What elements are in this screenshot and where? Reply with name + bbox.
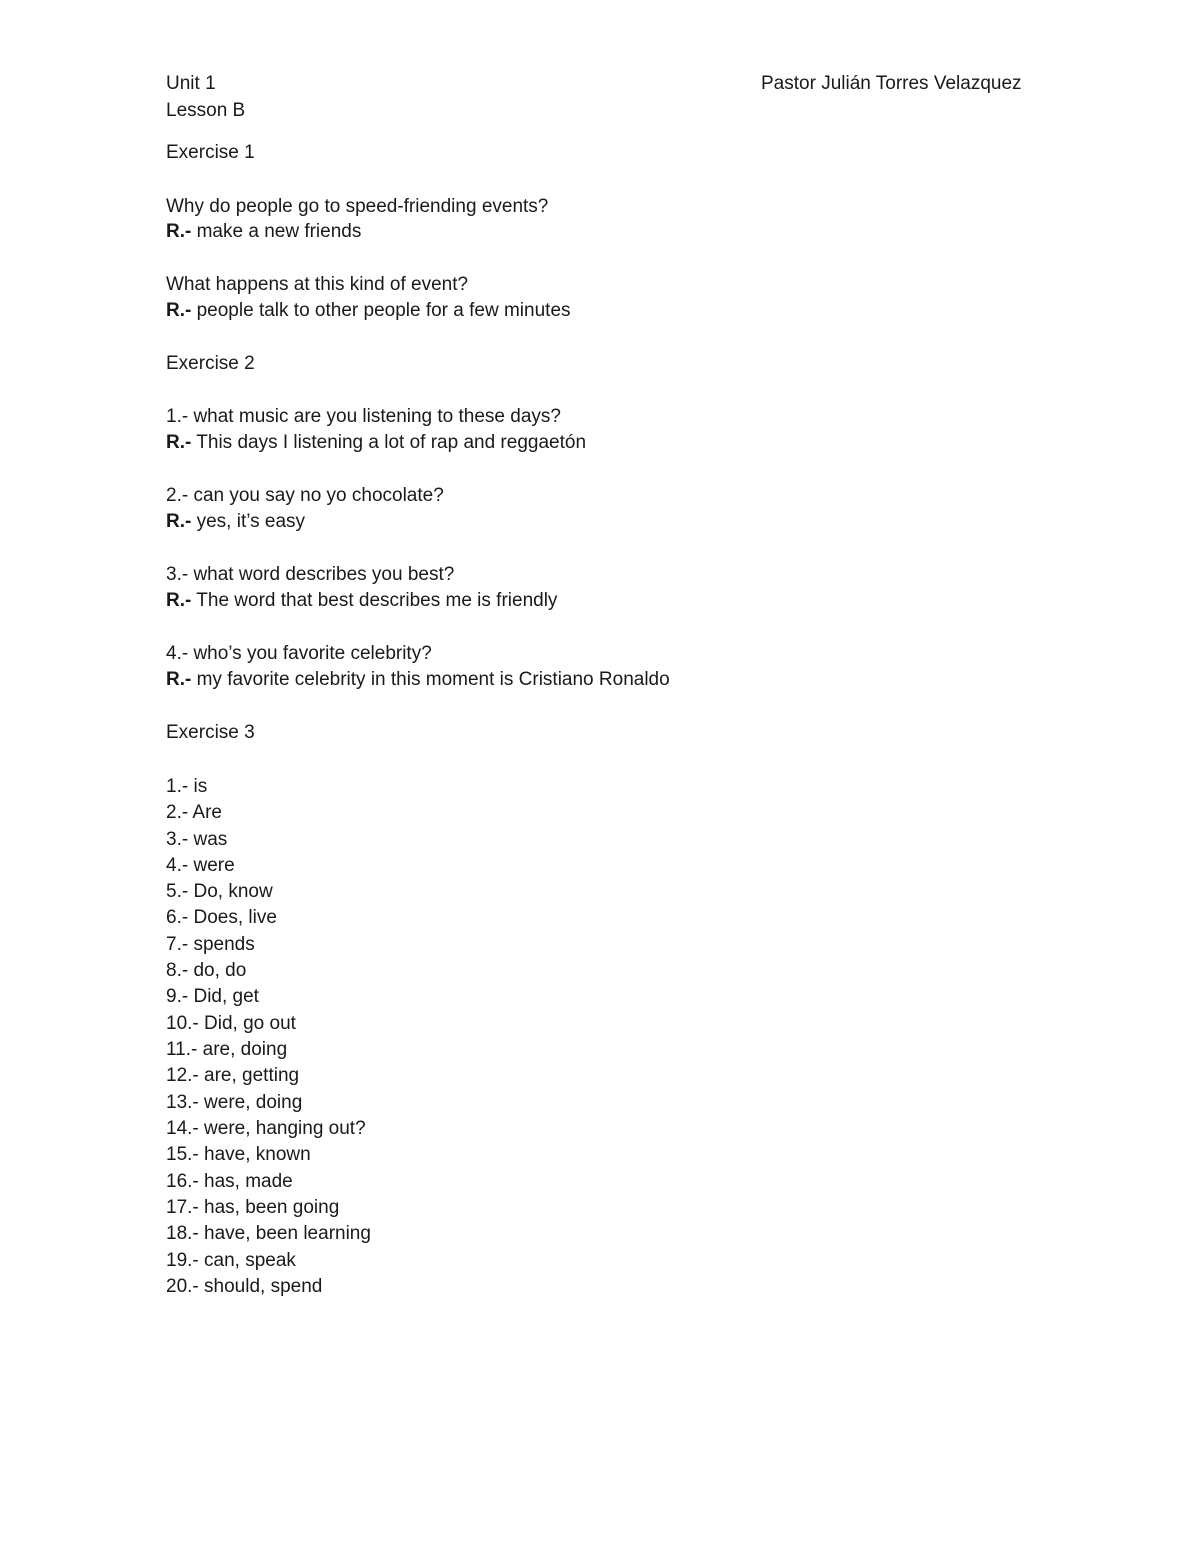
- exercise-1-answer: [166, 299, 571, 323]
- exercise-2-title: Exercise 2: [166, 353, 255, 374]
- item-text: Did, go out: [204, 1013, 296, 1034]
- item-text: are, getting: [204, 1065, 300, 1086]
- answer-text: yes, it’s easy: [196, 511, 306, 532]
- list-item: [166, 906, 277, 930]
- item-number: 13.-: [166, 1092, 199, 1113]
- item-text: is: [193, 776, 208, 797]
- answer-text: The word that best describes me is friendly: [196, 590, 558, 611]
- item-text: were: [193, 855, 235, 876]
- list-item: [166, 1117, 366, 1141]
- item-text: has, been going: [204, 1197, 340, 1218]
- item-text: Do, know: [193, 881, 273, 902]
- item-number: 2.-: [166, 802, 189, 823]
- exercise-2-question: 4.- who’s you favorite celebrity?: [166, 643, 432, 664]
- item-number: 10.-: [166, 1013, 199, 1034]
- item-number: 14.-: [166, 1118, 199, 1139]
- answer-prefix: R.-: [166, 590, 192, 611]
- list-item: [166, 801, 222, 825]
- exercise-1-title: Exercise 1: [166, 142, 255, 163]
- item-number: 11.-: [166, 1039, 198, 1060]
- item-number: 20.-: [166, 1276, 199, 1297]
- answer-text: my favorite celebrity in this moment is Cristiano Ronaldo: [196, 669, 670, 690]
- exercise-2-answer: [166, 668, 670, 692]
- exercise-1-answer: [166, 220, 361, 244]
- list-item: [166, 1222, 371, 1246]
- answer-text: make a new friends: [196, 221, 362, 242]
- exercise-2-question: 3.- what word describes you best?: [166, 564, 455, 585]
- answer-prefix: R.-: [166, 432, 192, 453]
- item-text: Does, live: [193, 907, 277, 928]
- author-name: Pastor Julián Torres Velazquez: [761, 73, 1022, 94]
- item-text: have, known: [204, 1144, 311, 1165]
- item-number: 4.-: [166, 855, 189, 876]
- exercise-2-answer: [166, 510, 305, 534]
- exercise-1-question: Why do people go to speed-friending events?: [166, 196, 549, 217]
- list-item: [166, 880, 273, 904]
- list-item: [166, 1064, 299, 1088]
- item-text: Did, get: [193, 986, 259, 1007]
- item-number: 8.-: [166, 960, 189, 981]
- item-text: spends: [193, 934, 255, 955]
- list-item: [166, 1091, 302, 1115]
- item-number: 9.-: [166, 986, 189, 1007]
- exercise-3-title: Exercise 3: [166, 722, 255, 743]
- answer-prefix: R.-: [166, 511, 192, 532]
- lesson-label: Lesson B: [166, 100, 246, 121]
- answer-text: This days I listening a lot of rap and reggaetón: [196, 432, 587, 453]
- item-number: 3.-: [166, 829, 189, 850]
- item-text: were, doing: [204, 1092, 303, 1113]
- list-item: [166, 828, 227, 852]
- item-number: 15.-: [166, 1144, 199, 1165]
- item-number: 1.-: [166, 776, 189, 797]
- answer-prefix: R.-: [166, 300, 192, 321]
- item-text: Are: [192, 802, 222, 823]
- list-item: [166, 1143, 311, 1167]
- exercise-2-answer: [166, 589, 557, 613]
- item-text: were, hanging out?: [204, 1118, 366, 1139]
- item-text: have, been learning: [204, 1223, 371, 1244]
- list-item: [166, 1196, 339, 1220]
- list-item: [166, 1170, 293, 1194]
- item-text: has, made: [204, 1171, 293, 1192]
- list-item: [166, 775, 207, 799]
- list-item: [166, 933, 255, 957]
- item-number: 18.-: [166, 1223, 199, 1244]
- item-number: 17.-: [166, 1197, 199, 1218]
- list-item: [166, 1038, 287, 1062]
- answer-text: people talk to other people for a few minutes: [196, 300, 571, 321]
- item-number: 5.-: [166, 881, 189, 902]
- item-text: are, doing: [202, 1039, 288, 1060]
- exercise-2-question: 1.- what music are you listening to these days?: [166, 406, 561, 427]
- exercise-1-question: What happens at this kind of event?: [166, 274, 469, 295]
- item-number: 12.-: [166, 1065, 199, 1086]
- list-item: [166, 985, 259, 1009]
- list-item: [166, 1012, 296, 1036]
- list-item: [166, 854, 235, 878]
- item-text: should, spend: [204, 1276, 323, 1297]
- item-number: 19.-: [166, 1250, 199, 1271]
- answer-prefix: R.-: [166, 221, 192, 242]
- answer-prefix: R.-: [166, 669, 192, 690]
- item-text: can, speak: [204, 1250, 296, 1271]
- item-text: do, do: [193, 960, 247, 981]
- list-item: [166, 1249, 296, 1273]
- item-number: 6.-: [166, 907, 189, 928]
- unit-label: Unit 1: [166, 73, 216, 94]
- list-item: [166, 1275, 322, 1299]
- item-text: was: [193, 829, 228, 850]
- exercise-2-answer: [166, 431, 586, 455]
- list-item: [166, 959, 246, 983]
- item-number: 7.-: [166, 934, 189, 955]
- exercise-2-question: 2.- can you say no yo chocolate?: [166, 485, 444, 506]
- item-number: 16.-: [166, 1171, 199, 1192]
